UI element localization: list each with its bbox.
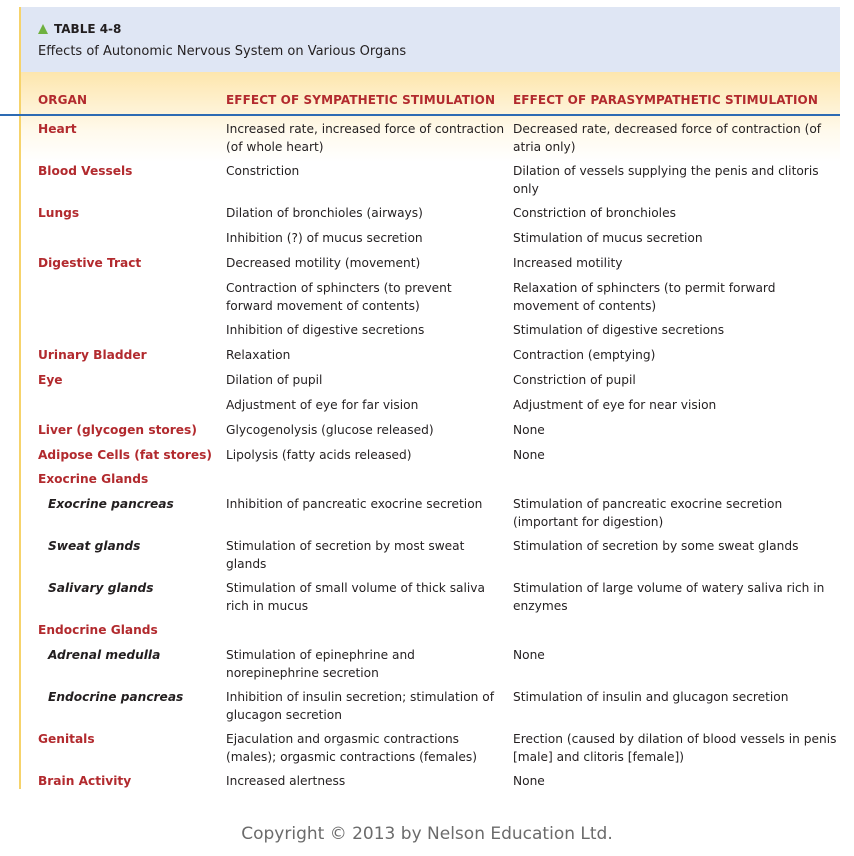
organ-cell: Adipose Cells (fat stores) (38, 448, 212, 462)
parasympathetic-cell (513, 538, 798, 556)
sympathetic-cell (226, 647, 415, 682)
cell-line: Stimulation of digestive secretions (513, 323, 725, 337)
cell-line: glucagon secretion (226, 707, 342, 722)
cell-line: Adjustment of eye for near vision (513, 398, 717, 412)
parasympathetic-cell (513, 422, 545, 440)
sympathetic-cell (226, 347, 290, 365)
sympathetic-cell (226, 280, 452, 315)
parasympathetic-cell (513, 580, 824, 615)
cell-line: norepinephrine secretion (226, 665, 379, 680)
organ-cell: Liver (glycogen stores) (38, 423, 197, 437)
cell-line: Lipolysis (fatty acids released) (226, 448, 412, 462)
sympathetic-cell (226, 205, 423, 223)
header-rule (0, 114, 840, 116)
cell-line: rich in mucus (226, 598, 309, 613)
sympathetic-cell (226, 731, 477, 766)
sympathetic-cell (226, 121, 504, 156)
cell-line: Increased alertness (226, 774, 346, 788)
cell-line: Stimulation of large volume of watery saliva rich in (513, 581, 825, 595)
cell-line: Inhibition of pancreatic exocrine secretion (226, 497, 483, 511)
cell-line: Inhibition of digestive secretions (226, 323, 425, 337)
cell-line: Stimulation of secretion by most sweat (226, 539, 465, 553)
organ-cell: Eye (38, 373, 63, 387)
organ-cell: Endocrine Glands (38, 623, 158, 637)
sympathetic-cell (226, 447, 412, 465)
cell-line: (males); orgasmic contractions (females) (226, 749, 477, 764)
parasympathetic-cell (513, 372, 636, 390)
cell-line: Stimulation of secretion by some sweat glands (513, 539, 799, 553)
cell-line: forward movement of contents) (226, 298, 420, 313)
cell-line: Stimulation of mucus secretion (513, 231, 703, 245)
column-header-organ: ORGAN (38, 93, 88, 107)
cell-line: Stimulation of epinephrine and (226, 648, 415, 662)
parasympathetic-cell (513, 280, 775, 315)
cell-line: Constriction of bronchioles (513, 206, 676, 220)
sympathetic-cell (226, 689, 494, 724)
organ-cell: Salivary glands (48, 581, 154, 595)
parasympathetic-cell (513, 205, 676, 223)
column-header-parasympathetic: EFFECT OF PARASYMPATHETIC STIMULATION (513, 93, 819, 107)
parasympathetic-cell (513, 447, 545, 465)
sympathetic-cell (226, 397, 418, 415)
triangle-icon (38, 24, 48, 34)
organ-cell: Brain Activity (38, 774, 132, 788)
cell-line: atria only) (513, 139, 576, 154)
cell-line: glands (226, 556, 267, 571)
table-label (38, 22, 121, 36)
table-caption (21, 7, 840, 72)
organ-cell: Adrenal medulla (48, 648, 161, 662)
cell-line: [male] and clitoris [female]) (513, 749, 685, 764)
cell-line: Dilation of pupil (226, 373, 323, 387)
organ-cell: Lungs (38, 206, 80, 220)
sympathetic-cell (226, 230, 423, 248)
cell-line: Decreased rate, decreased force of contraction (of (513, 122, 822, 136)
parasympathetic-cell (513, 773, 545, 791)
cell-line: movement of contents) (513, 298, 657, 313)
cell-line: Inhibition (?) of mucus secretion (226, 231, 423, 245)
cell-line: Glycogenolysis (glucose released) (226, 423, 434, 437)
cell-line: Stimulation of insulin and glucagon secretion (513, 690, 789, 704)
cell-line: Constriction (226, 164, 300, 178)
organ-cell: Genitals (38, 732, 95, 746)
cell-line: (of whole heart) (226, 139, 324, 154)
cell-line: None (513, 448, 545, 462)
cell-line: None (513, 423, 545, 437)
organ-cell: Exocrine pancreas (48, 497, 174, 511)
cell-line: enzymes (513, 598, 568, 613)
parasympathetic-cell (513, 322, 724, 340)
cell-line: Constriction of pupil (513, 373, 636, 387)
cell-line: only (513, 181, 539, 196)
cell-line: Dilation of bronchioles (airways) (226, 206, 423, 220)
sympathetic-cell (226, 163, 299, 181)
organ-cell: Exocrine Glands (38, 472, 149, 486)
table-number: TABLE 4-8 (54, 22, 122, 36)
cell-line: Relaxation of sphincters (to permit forward (513, 281, 776, 295)
parasympathetic-cell (513, 731, 836, 766)
parasympathetic-cell (513, 163, 819, 198)
cell-line: Ejaculation and orgasmic contractions (226, 732, 460, 746)
parasympathetic-cell (513, 647, 545, 665)
cell-line: Decreased motility (movement) (226, 256, 421, 270)
parasympathetic-cell (513, 347, 655, 365)
table-title: Effects of Autonomic Nervous System on Various Organs (38, 44, 407, 59)
column-header-sympathetic: EFFECT OF SYMPATHETIC STIMULATION (226, 93, 496, 107)
organ-cell: Urinary Bladder (38, 348, 147, 362)
organ-cell: Sweat glands (48, 539, 141, 553)
cell-line: None (513, 648, 545, 662)
sympathetic-cell (226, 372, 322, 390)
cell-line: Contraction (emptying) (513, 348, 656, 362)
cell-line: None (513, 774, 545, 788)
organ-cell: Digestive Tract (38, 256, 142, 270)
cell-line: (important for digestion) (513, 514, 664, 529)
cell-line: Stimulation of small volume of thick saliva (226, 581, 485, 595)
organ-cell: Heart (38, 122, 77, 136)
organ-cell: Endocrine pancreas (48, 690, 184, 704)
sympathetic-cell (226, 773, 345, 791)
sympathetic-cell (226, 255, 420, 273)
sympathetic-cell (226, 580, 485, 615)
cell-line: Adjustment of eye for far vision (226, 398, 419, 412)
sympathetic-cell (226, 538, 464, 573)
sympathetic-cell (226, 496, 482, 514)
cell-line: Stimulation of pancreatic exocrine secretion (513, 497, 783, 511)
cell-line: Increased motility (513, 256, 623, 270)
cell-line: Relaxation (226, 348, 291, 362)
parasympathetic-cell (513, 397, 716, 415)
cell-line: Increased rate, increased force of contraction (226, 122, 505, 136)
parasympathetic-cell (513, 121, 821, 156)
parasympathetic-cell (513, 496, 782, 531)
sympathetic-cell (226, 322, 424, 340)
cell-line: Contraction of sphincters (to prevent (226, 281, 452, 295)
organ-cell: Blood Vessels (38, 164, 133, 178)
sympathetic-cell (226, 422, 434, 440)
parasympathetic-cell (513, 230, 703, 248)
parasympathetic-cell (513, 689, 789, 707)
cell-line: Erection (caused by dilation of blood vessels in penis (513, 732, 837, 746)
parasympathetic-cell (513, 255, 622, 273)
cell-line: Inhibition of insulin secretion; stimulation of (226, 690, 494, 704)
cell-line: Dilation of vessels supplying the penis and clitoris (513, 164, 819, 178)
copyright-notice: Copyright © 2013 by Nelson Education Ltd. (241, 824, 613, 844)
